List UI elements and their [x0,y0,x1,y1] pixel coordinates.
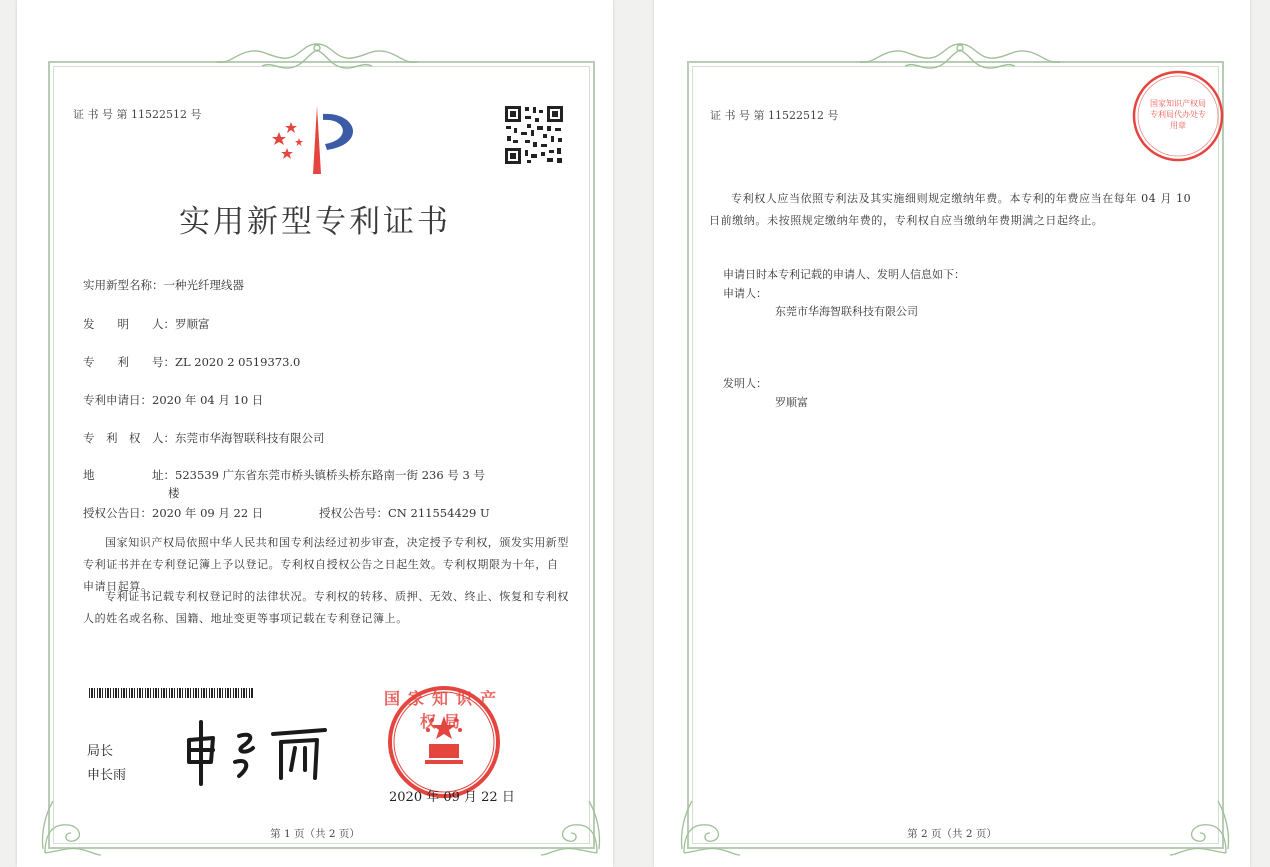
page-footer: 第 2 页（共 2 页） [907,828,997,840]
field-grant-number [319,505,490,521]
ornament-corner [678,793,742,857]
ornament-crest [207,40,427,76]
field-label: 授权公告号： [319,506,388,520]
applicant-label: 申请人： [723,287,767,300]
applicant-value: 东莞市华海智联科技有限公司 [775,305,918,318]
field-value: CN 211554429 U [388,506,490,520]
field-label: 授权公告日： [83,506,152,520]
field-patent-number [83,354,300,370]
seal-text: 国家知识产权局 [383,689,504,731]
decorative-frame [687,61,1224,849]
field-label: 专 利 权 人： [83,431,175,445]
page-footer: 第 1 页（共 2 页） [270,828,360,840]
field-grant-date [83,505,263,521]
field-label: 专 利 号： [83,355,175,369]
field-value: 2020 年 04 月 10 日 [152,393,264,407]
director-title: 局长 [87,744,114,759]
field-value: 一种光纤理线器 [163,278,244,292]
field-label: 专利申请日： [83,393,152,407]
patent-office-emblem [269,104,369,176]
inventor-label: 发明人： [723,377,767,390]
field-value: 523539 广东省东莞市桥头镇桥头桥东路南一街 236 号 3 号 [175,468,485,482]
certificate-page-1 [17,0,613,867]
field-patentee [83,430,325,446]
field-label: 地 址： [83,468,175,482]
certificate-number: 证 书 号 第 11522512 号 [710,109,839,122]
field-address [83,467,485,483]
field-address-line2: 楼 [168,486,180,500]
field-value: 东莞市华海智联科技有限公司 [175,431,325,445]
certificate-number: 证 书 号 第 11522512 号 [73,108,202,121]
ornament-corner [539,793,603,857]
field-filing-date [83,392,263,408]
barcode [89,688,254,698]
field-value: ZL 2020 2 0519373.0 [175,355,301,369]
applicant-info-intro: 申请日时本专利记载的申请人、发明人信息如下： [723,268,965,281]
director-signature [177,718,337,790]
certificate-page-2 [654,0,1250,867]
ornament-corner [39,793,103,857]
inventor-value: 罗顺富 [775,396,808,409]
ornament-crest [850,40,1070,76]
legal-paragraph-2: 专利证书记载专利权登记时的法律状况。专利权的转移、质押、无效、终止、恢复和专利权人的姓名或名称、国籍、地址变更等事项记载在专利登记簿上。 [83,590,569,625]
field-value: 罗顺富 [175,317,210,331]
annual-fee-paragraph: 专利权人应当依照专利法及其实施细则规定缴纳年费。本专利的年费应当在每年 04 月 10 日前缴纳。未按照规定缴纳年费的，专利权自应当缴纳年费期满之日起终止。 [709,192,1192,227]
field-label: 发 明 人： [83,317,175,331]
field-value: 2020 年 09 月 22 日 [152,506,264,520]
field-label: 实用新型名称： [83,278,164,292]
certificate-title: 实用新型专利证书 [179,204,451,240]
director-name: 申长雨 [87,768,127,783]
ornament-corner [1168,793,1232,857]
field-inventor [83,316,210,332]
seal-date: 2020 年 09 月 22 日 [389,790,515,805]
qr-code [503,104,565,166]
legal-paragraph-1: 国家知识产权局依照中华人民共和国专利法经过初步审查，决定授予专利权，颁发实用新型专利证书并在专利登记簿上予以登记。专利权自授权公告之日起生效。专利权期限为十年，自申请日起算。 [83,536,569,593]
stamp-text: 国家知识产权局专利局代办处专用章 [1150,99,1206,130]
field-utility-model-name [83,277,244,293]
